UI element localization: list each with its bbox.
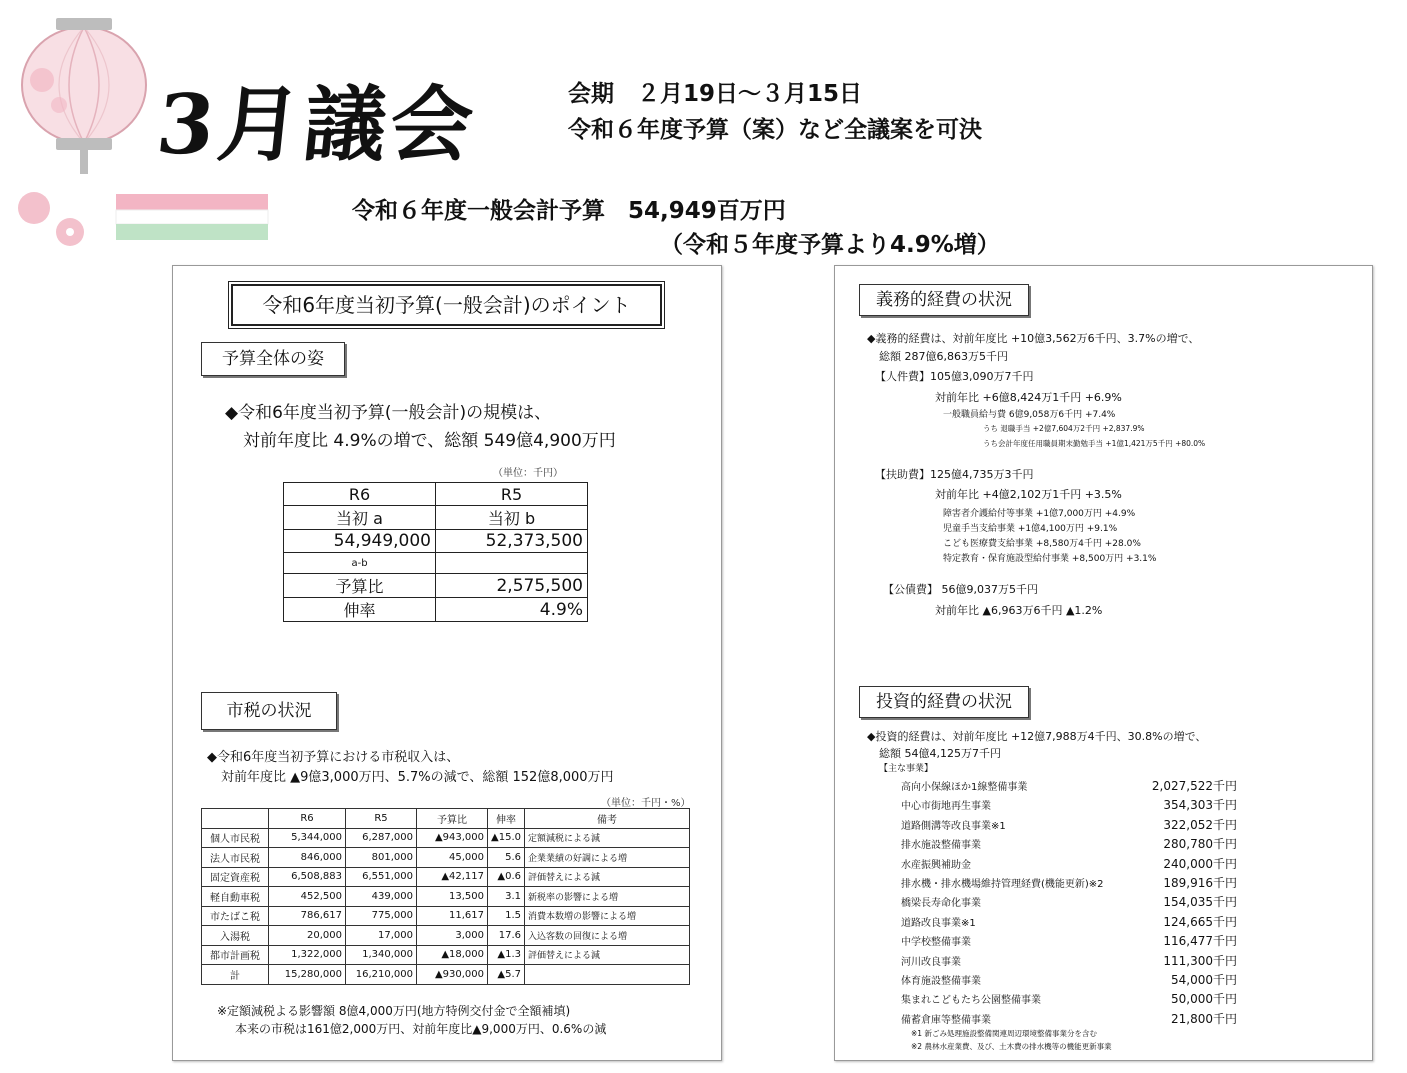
table-cell: ▲930,000	[417, 965, 488, 985]
project-amount: 50,000千円	[1171, 992, 1237, 1007]
table-row	[202, 848, 690, 868]
welfare-detail: 児童手当支給事業 +1億4,100万円 +9.1%	[943, 524, 1118, 534]
budget-scale-text: ◆令和6年度当初予算(一般会計)の規模は、	[225, 403, 552, 423]
table-cell: 786,617	[269, 906, 346, 926]
table-cell: 市たばこ税	[202, 906, 269, 926]
table-row	[202, 945, 690, 965]
table-cell: 775,000	[346, 906, 417, 926]
table-header: 予算比	[417, 809, 488, 829]
table-header: R5	[346, 809, 417, 829]
table-cell: ▲18,000	[417, 945, 488, 965]
table-cell: 17,000	[346, 926, 417, 946]
table-cell: 439,000	[346, 887, 417, 907]
session-result: 令和６年度予算（案）など全議案を可決	[568, 117, 982, 143]
project-amount: 116,477千円	[1163, 934, 1237, 949]
table-cell: 1,340,000	[346, 945, 417, 965]
table-cell: 固定資産税	[202, 867, 269, 887]
footnote: ※定額減税よる影響額 8億4,000万円(地方特例交付金で全額補填)	[217, 1004, 571, 1018]
table-cell: ▲42,117	[417, 867, 488, 887]
project-name: 高向小保線ほか1線整備事業	[901, 782, 1028, 793]
table-cell: 20,000	[269, 926, 346, 946]
project-amount: 354,303千円	[1163, 798, 1237, 813]
project-name: 排水施設整備事業	[901, 840, 981, 852]
table-cell: 3,000	[417, 926, 488, 946]
table-cell: 6,551,000	[346, 867, 417, 887]
personnel-expense: 【人件費】105億3,090万7千円	[875, 370, 1034, 383]
project-name: 道路側溝等改良事業※1	[901, 820, 1006, 832]
budget-scale-detail: 対前年度比 4.9%の増で、総額 549億4,900万円	[243, 431, 616, 451]
table-row	[284, 483, 588, 506]
table-header: 伸率	[488, 809, 525, 829]
project-name: 橋梁長寿命化事業	[901, 898, 981, 910]
budget-total: 令和６年度一般会計予算 54,949百万円	[352, 198, 786, 224]
table-row	[202, 828, 690, 848]
project-amount: 21,800千円	[1171, 1011, 1237, 1026]
table-cell: 定額減税による減	[525, 828, 690, 848]
footnote: ※1 新ごみ処理施設整備関連周辺環境整備事業分を含む	[911, 1029, 1097, 1038]
table-cell: 当初 a	[284, 506, 436, 530]
table-row	[284, 553, 588, 574]
paper-lantern-icon	[14, 10, 154, 180]
table-cell: 452,500	[269, 887, 346, 907]
section-heading-city-tax: 市税の状況	[201, 692, 337, 730]
debt-service-diff: 対前年比 ▲6,963万6千円 ▲1.2%	[935, 604, 1103, 617]
welfare-diff: 対前年比 +4億2,102万1千円 +3.5%	[935, 488, 1122, 501]
section-heading-investment-expenses: 投資的経費の状況	[859, 686, 1029, 718]
table-cell: 15,280,000	[269, 965, 346, 985]
table-cell: R5	[436, 483, 588, 506]
project-name: 道路改良事業※1	[901, 917, 976, 929]
welfare-detail: こども医療費支給事業 +8,580万4千円 +28.0%	[943, 539, 1141, 549]
table-row	[284, 506, 588, 530]
investment-total: 総額 54億4,125万7千円	[879, 747, 1001, 760]
project-name: 体育施設整備事業	[901, 976, 981, 987]
table-cell: ▲1.3	[488, 945, 525, 965]
hishimochi-icon	[6, 180, 276, 250]
table-cell: 1,322,000	[269, 945, 346, 965]
city-tax-text: ◆令和6年度当初予算における市税収入は、	[207, 750, 460, 765]
table-cell: 法人市民税	[202, 848, 269, 868]
city-tax-detail: 対前年度比 ▲9億3,000万円、5.7%の減で、総額 152億8,000万円	[221, 770, 614, 785]
table-header: 備考	[525, 809, 690, 829]
section-heading-budget-overview: 予算全体の姿	[201, 342, 345, 376]
table-cell: 3.1	[488, 887, 525, 907]
personnel-detail: うち会計年度任用職員期末勤勉手当 +1億1,421万5千円 +80.0%	[983, 439, 1206, 448]
table-row	[202, 965, 690, 985]
table-cell: 6,287,000	[346, 828, 417, 848]
table-row	[284, 574, 588, 598]
project-name: 水産振興補助金	[901, 859, 971, 871]
table-row	[284, 530, 588, 553]
table-cell: 予算比	[284, 574, 436, 598]
table-cell: 企業業績の好調による増	[525, 848, 690, 868]
project-name: 中心市街地再生事業	[901, 801, 991, 813]
welfare-detail: 障害者介護給付等事業 +1億7,000万円 +4.9%	[943, 509, 1136, 519]
project-amount: 111,300千円	[1163, 953, 1237, 968]
project-name: 排水機・排水機場維持管理経費(機能更新)※2	[901, 879, 1104, 890]
table-cell: 52,373,500	[436, 530, 588, 553]
project-name: 中学校整備事業	[901, 937, 971, 949]
project-amount: 189,916千円	[1163, 876, 1237, 890]
table-cell: 801,000	[346, 848, 417, 868]
table-cell	[436, 553, 588, 574]
page-title: 3月議会	[152, 77, 482, 173]
project-amount: 54,000千円	[1171, 973, 1237, 987]
table-cell: 入込客数の回復による増	[525, 926, 690, 946]
footnote: 本来の市税は161億2,000万円、対前年度比▲9,000万円、0.6%の減	[235, 1022, 607, 1036]
project-amount: 322,052千円	[1163, 817, 1237, 832]
table-cell: 1.5	[488, 906, 525, 926]
table-cell: 軽自動車税	[202, 887, 269, 907]
session-info	[568, 76, 982, 148]
table-cell: 都市計画税	[202, 945, 269, 965]
expenditure-document	[834, 265, 1373, 1061]
project-amount: 124,665千円	[1163, 914, 1237, 929]
table-cell: 評価替えによる減	[525, 945, 690, 965]
table-cell: 伸率	[284, 598, 436, 622]
table-row	[202, 887, 690, 907]
table-cell: ▲0.6	[488, 867, 525, 887]
table-cell: 5.6	[488, 848, 525, 868]
personnel-diff: 対前年比 +6億8,424万1千円 +6.9%	[935, 391, 1122, 404]
table-cell: 13,500	[417, 887, 488, 907]
table-cell: 計	[202, 965, 269, 985]
unit-label: （単位：千円・%）	[601, 798, 691, 809]
unit-label: （単位：千円）	[493, 468, 563, 479]
city-tax-table	[201, 808, 690, 985]
project-name: 備蓄倉庫等整備事業	[901, 1014, 991, 1026]
session-period: 会期 ２月19日～３月15日	[568, 81, 863, 107]
project-name: 河川改良事業	[901, 956, 961, 968]
table-row	[202, 926, 690, 946]
budget-points-document	[172, 265, 722, 1061]
table-cell: 評価替えによる減	[525, 867, 690, 887]
project-amount: 2,027,522千円	[1151, 779, 1237, 793]
mandatory-summary: ◆義務的経費は、対前年度比 +10億3,562万6千円、3.7%の増で、	[867, 332, 1200, 345]
section-heading-mandatory-expenses: 義務的経費の状況	[859, 284, 1029, 316]
table-cell: ▲943,000	[417, 828, 488, 848]
footnote: ※2 農林水産業費、及び、土木費の排水機等の機能更新事業	[911, 1042, 1112, 1051]
table-cell	[525, 965, 690, 985]
mandatory-total: 総額 287億6,863万5千円	[879, 350, 1008, 363]
table-cell: 6,508,883	[269, 867, 346, 887]
project-amount: 280,780千円	[1163, 837, 1237, 852]
project-amount: 154,035千円	[1163, 895, 1237, 910]
table-cell: 消費本数増の影響による増	[525, 906, 690, 926]
budget-change: （令和５年度予算より4.9%増）	[660, 232, 1000, 258]
welfare-detail: 特定教育・保育施設型給付事業 +8,500万円 +3.1%	[943, 554, 1157, 564]
table-cell: 16,210,000	[346, 965, 417, 985]
table-cell: 17.6	[488, 926, 525, 946]
table-cell: 846,000	[269, 848, 346, 868]
table-cell: 45,000	[417, 848, 488, 868]
table-row	[202, 867, 690, 887]
table-cell: 5,344,000	[269, 828, 346, 848]
table-cell: ▲5.7	[488, 965, 525, 985]
welfare-expense: 【扶助費】125億4,735万3千円	[875, 468, 1034, 481]
table-cell: 当初 b	[436, 506, 588, 530]
table-cell: 入湯税	[202, 926, 269, 946]
table-row	[284, 598, 588, 622]
project-name: 集まれこどもたち公園整備事業	[901, 995, 1041, 1007]
table-cell: 個人市民税	[202, 828, 269, 848]
table-header: R6	[269, 809, 346, 829]
table-header	[202, 809, 269, 829]
table-cell: 54,949,000	[284, 530, 436, 553]
document-title: 令和6年度当初予算(一般会計)のポイント	[231, 284, 662, 326]
debt-service-expense: 【公債費】 56億9,037万5千円	[883, 583, 1038, 596]
table-row	[202, 906, 690, 926]
table-cell: 新税率の影響による増	[525, 887, 690, 907]
personnel-detail: うち 退職手当 +2億7,604万2千円 +2,837.9%	[983, 424, 1145, 433]
budget-comparison-table	[283, 482, 588, 622]
project-amount: 240,000千円	[1163, 856, 1237, 871]
table-cell: 4.9%	[436, 598, 588, 622]
table-cell: ▲15.0	[488, 828, 525, 848]
table-cell: a-b	[284, 553, 436, 574]
table-header-row	[202, 809, 690, 829]
main-projects-label: 【主な事業】	[879, 764, 934, 774]
table-cell: 11,617	[417, 906, 488, 926]
table-cell: R6	[284, 483, 436, 506]
personnel-detail: 一般職員給与費 6億9,058万6千円 +7.4%	[943, 410, 1116, 420]
investment-summary: ◆投資的経費は、対前年度比 +12億7,988万4千円、30.8%の増で、	[867, 730, 1207, 743]
table-cell: 2,575,500	[436, 574, 588, 598]
